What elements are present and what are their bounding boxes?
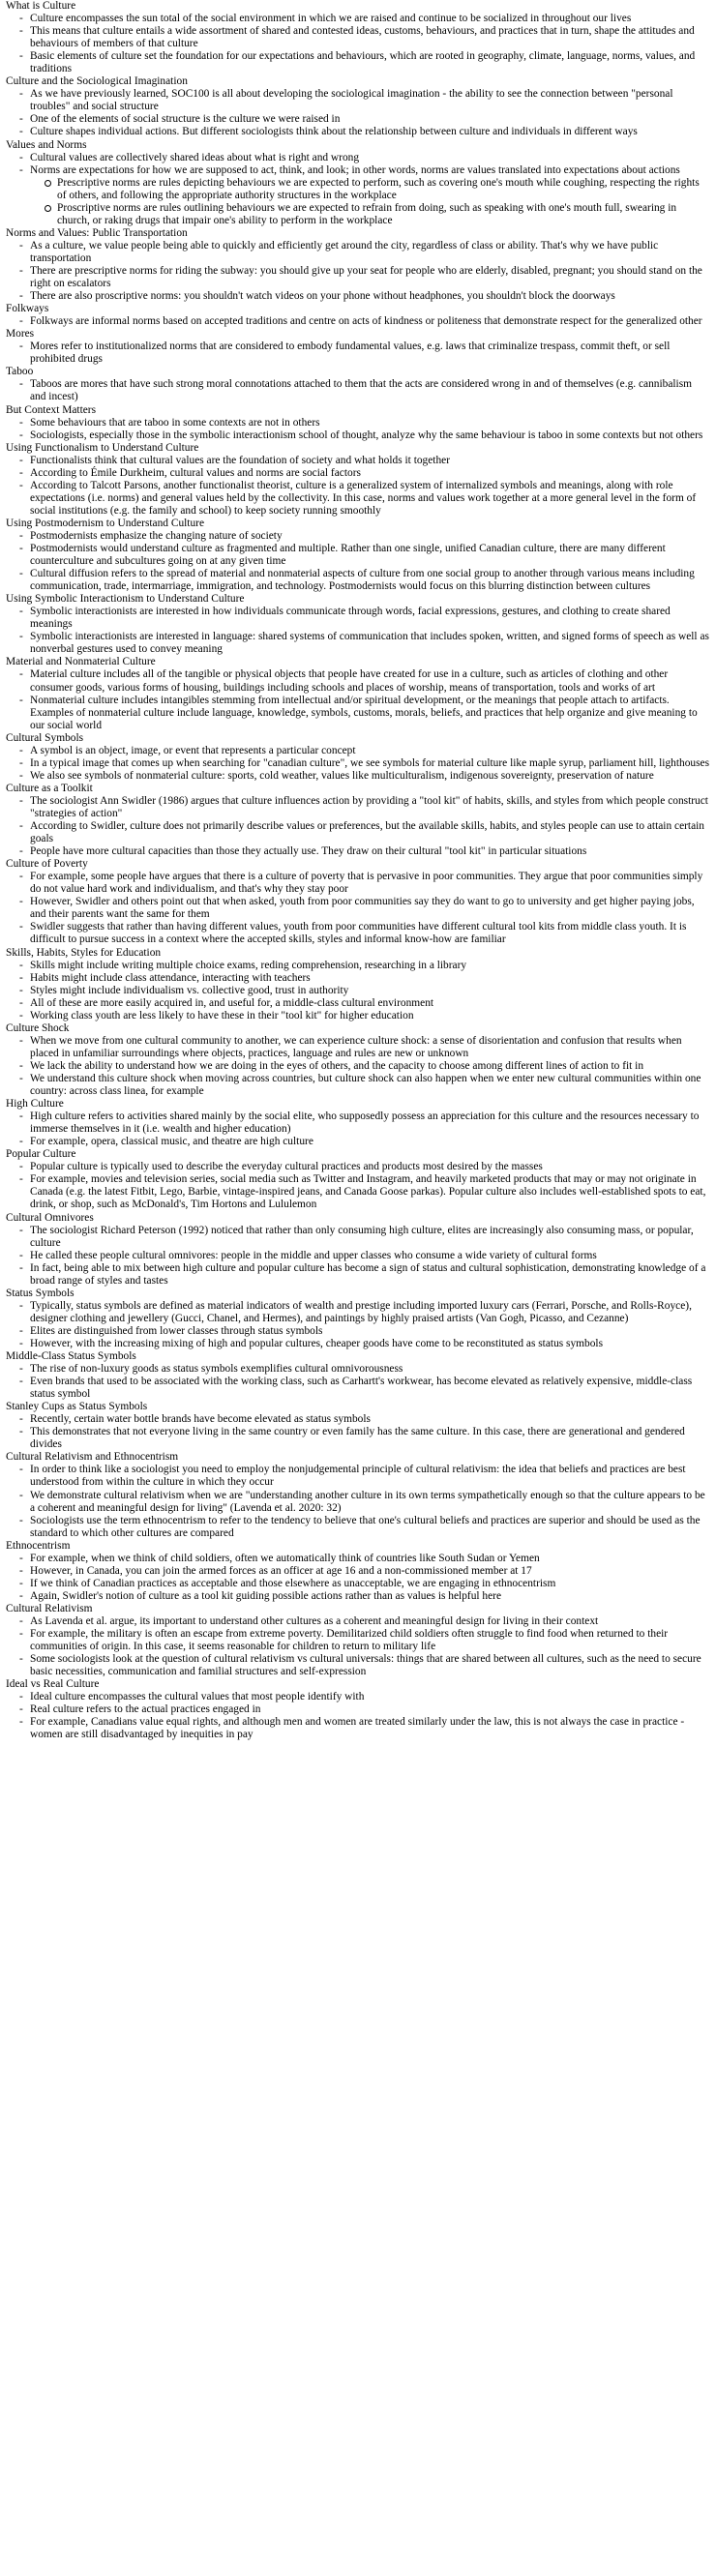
section-cultural-symbols <box>6 732 710 783</box>
bullet-item: - Functionalists think that cultural values are the foundation of society and what holds it together <box>6 455 710 467</box>
section-heading: Culture of Poverty <box>6 858 88 871</box>
bullet-list <box>6 606 710 656</box>
section-stanley-cups-as-status-symbols <box>6 1401 710 1451</box>
bullet-list <box>6 88 710 138</box>
section-heading: Cultural Symbols <box>6 731 84 744</box>
bullet-item: - Recently, certain water bottle brands have become elevated as status symbols <box>6 1413 710 1426</box>
bullet-item: - Some behaviours that are taboo in some contexts are not in others <box>6 417 710 429</box>
section-heading: Mores <box>6 328 35 341</box>
bullet-item: - When we move from one cultural community to another, we can experience culture shock: a sense of disorientation and confusion that results when placed in unfamiliar surroundings where objects, practices, language and rules are new or unknown <box>6 1035 710 1060</box>
bullet-item: - Typically, status symbols are defined as material indicators of wealth and prestige including imported luxury cars (Ferrari, Porsche, and Rolls-Royce), designer clothing and jewellery (Gucci, Chanel, and Hermes), and paintings by highly praised artists (Van Gogh, Picasso, and Cezanne) <box>6 1300 710 1325</box>
section-heading: High Culture <box>6 1098 64 1110</box>
section-middle-class-status-symbols <box>6 1350 710 1401</box>
section-values-and-norms <box>6 139 710 227</box>
section-heading: Middle-Class Status Symbols <box>6 1350 136 1363</box>
section-heading: Ethnocentrism <box>6 1539 71 1552</box>
section-taboo <box>6 366 710 403</box>
section-using-functionalism-to-understand-culture <box>6 442 710 518</box>
bullet-item: - Norms are expectations for how we are supposed to act, think, and look; in other words, norms are values translated into expectations about actions <box>6 164 710 177</box>
section-heading: Folkways <box>6 303 49 315</box>
section-heading: Cultural Omnivores <box>6 1211 94 1224</box>
bullet-item: - In a typical image that comes up when searching for "canadian culture", we see symbols for material culture like maple syrup, parliament hill, lighthouses <box>6 757 710 770</box>
bullet-item: - Postmodernists emphasize the changing nature of society <box>6 530 710 543</box>
section-using-postmodernism-to-understand-culture <box>6 518 710 593</box>
bullet-list <box>6 1035 710 1098</box>
bullet-list <box>6 13 710 75</box>
bullet-item: - Nonmaterial culture includes intangibles stemming from intellectual and/or spiritual development, or the meanings that people attach to artifacts. Examples of nonmaterial culture include language, knowledge, symbols, customs, morals, beliefs, and practices that help organize and give meaning to our social world <box>6 695 710 732</box>
section-heading: Norms and Values: Public Transportation <box>6 226 188 239</box>
bullet-item: - Cultural values are collectively shared ideas about what is right and wrong <box>6 152 710 164</box>
bullet-item: - This means that culture entails a wide assortment of shared and contested ideas, customs, behaviours, and practices that in turn, shape the attitudes and behaviours of members of that culture <box>6 25 710 50</box>
bullet-item: - Culture shapes individual actions. But different sociologists think about the relationship between culture and individuals in different ways <box>6 126 710 138</box>
bullet-item: - Swidler suggests that rather than having different values, youth from poor communities have different cultural tool kits from middle class youth. It is difficult to pursue success in a context where the accepted skills, styles and informal know-how are familiar <box>6 921 710 946</box>
bullet-item: - The sociologist Richard Peterson (1992) noticed that rather than only consuming high culture, elites are increasingly also consuming mass, or popular, culture <box>6 1225 710 1250</box>
section-culture-shock <box>6 1022 710 1098</box>
section-material-and-nonmaterial-culture <box>6 656 710 731</box>
bullet-item: - According to Talcott Parsons, another functionalist theorist, culture is a generalized system of internalized symbols and meanings, along with role expectations (i.e. norms) and general values held by the collectivity. In this case, norms and values work together at a more general level in the form of social institutions (e.g. the family and school) to keep society running smoothly <box>6 480 710 518</box>
section-culture-as-a-toolkit <box>6 783 710 858</box>
bullet-item: - The rise of non-luxury goods as status symbols exemplifies cultural omnivorousness <box>6 1363 710 1376</box>
section-heading: Status Symbols <box>6 1287 75 1299</box>
section-heading: Skills, Habits, Styles for Education <box>6 946 162 959</box>
bullet-list <box>6 1464 710 1539</box>
sub-bullet-list <box>6 177 710 227</box>
section-high-culture <box>6 1098 710 1148</box>
bullet-item: - Habits might include class attendance, interacting with teachers <box>6 972 710 985</box>
bullet-item: - We also see symbols of nonmaterial culture: sports, cold weather, values like multiculturalism, indigenous sovereignty, preservation of nature <box>6 770 710 783</box>
bullet-item: - Again, Swidler's notion of culture as a tool kit guiding possible actions rather than as values is helpful here <box>6 1590 710 1603</box>
bullet-item: - Mores refer to institutionalized norms that are considered to embody fundamental values, e.g. laws that criminalize trespass, commit theft, or sell prohibited drugs <box>6 341 710 366</box>
bullet-item: - As a culture, we value people being able to quickly and efficiently get around the city, regardless of class or ability. That's why we have public transportation <box>6 240 710 265</box>
bullet-list <box>6 1225 710 1288</box>
bullet-item: - Material culture includes all of the tangible or physical objects that people have created for use in a culture, such as articles of clothing and other consumer goods, various forms of housing, buildings including schools and places of worship, means of transportation, tools and works of art <box>6 668 710 694</box>
section-but-context-matters <box>6 404 710 442</box>
bullet-list <box>6 1300 710 1350</box>
bullet-item: - The sociologist Ann Swidler (1986) argues that culture influences action by providing a "tool kit" of habits, skills, and styles from which people construct "strategies of action" <box>6 795 710 820</box>
section-using-symbolic-interactionism-to-understand-culture <box>6 593 710 656</box>
bullet-list <box>6 1615 710 1678</box>
bullet-item: - A symbol is an object, image, or event that represents a particular concept <box>6 745 710 757</box>
bullet-item: - Skills might include writing multiple choice exams, reding comprehension, researching in a library <box>6 960 710 972</box>
section-what-is-culture <box>6 0 710 75</box>
bullet-list <box>6 1413 710 1451</box>
bullet-list <box>6 668 710 731</box>
section-heading: Using Functionalism to Understand Culture <box>6 441 199 454</box>
section-culture-and-the-sociological-imagination <box>6 75 710 138</box>
section-heading: Cultural Relativism <box>6 1602 93 1614</box>
bullet-item: - For example, when we think of child soldiers, often we automatically think of countries like South Sudan or Yemen <box>6 1553 710 1565</box>
bullet-item: - In fact, being able to mix between high culture and popular culture has become a sign of status and cultural sophistication, demonstrating knowledge of a broad range of styles and tastes <box>6 1262 710 1288</box>
bullet-item: - For example, opera, classical music, and theatre are high culture <box>6 1136 710 1148</box>
section-heading: Values and Norms <box>6 138 87 151</box>
section-heading: Culture as a Toolkit <box>6 782 93 794</box>
bullet-item: - For example, movies and television series, social media such as Twitter and Instagram, and heavily marketed products that may or may not originate in Canada (e.g. the latest Fitbit, Lego, Barbie, vintage-inspired jeans, and Canada Goose parkas). Popular culture also includes well-established spots to eat, drink, or shop, such as McDonald's, Tim Hortons and Lululemon <box>6 1173 710 1211</box>
bullet-item: - All of these are more easily acquired in, and useful for, a middle-class cultural environment <box>6 997 710 1010</box>
section-heading: Using Postmodernism to Understand Culture <box>6 517 205 529</box>
section-cultural-omnivores <box>6 1212 710 1288</box>
section-heading: Material and Nonmaterial Culture <box>6 656 156 668</box>
section-heading: What is Culture <box>6 0 76 12</box>
bullet-list <box>6 455 710 518</box>
bullet-item: - According to Swidler, culture does not primarily describe values or preferences, but the available skills, habits, and styles people can use to attain certain goals <box>6 820 710 845</box>
bullet-item: - One of the elements of social structure is the culture we were raised in <box>6 113 710 126</box>
bullet-item: - For example, Canadians value equal rights, and although men and women are treated similarly under the law, this is not always the case in practice - women are still disadvantaged by inequities in pay <box>6 1716 710 1741</box>
bullet-item: - He called these people cultural omnivores: people in the middle and upper classes who consume a wide variety of cultural forms <box>6 1250 710 1262</box>
bullet-list <box>6 960 710 1022</box>
bullet-item: - For example, the military is often an escape from extreme poverty. Demilitarized child soldiers often struggle to find food when returned to their communities of origin. In this case, it seems reasonable for children to return to military life <box>6 1628 710 1653</box>
bullet-item: - Basic elements of culture set the foundation for our expectations and behaviours, which are rooted in geography, climate, language, norms, values, and traditions <box>6 50 710 75</box>
section-status-symbols <box>6 1288 710 1350</box>
bullet-list <box>6 871 710 946</box>
section-culture-of-poverty <box>6 858 710 946</box>
bullet-item: - For example, some people have argues that there is a culture of poverty that is pervasive in poor communities. They argue that poor communities simply do not value hard work and individualism, and that's why they stay poor <box>6 871 710 896</box>
section-skills-habits-styles-for-education <box>6 947 710 1022</box>
bullet-item: - Sociologists use the term ethnocentrism to refer to the tendency to believe that one's cultural beliefs and practices are superior and should be used as the standard to which other cultures are compared <box>6 1515 710 1540</box>
bullet-list <box>6 1553 710 1603</box>
bullet-list <box>6 1161 710 1211</box>
bullet-list <box>6 417 710 442</box>
section-ideal-vs-real-culture <box>6 1678 710 1741</box>
section-mores <box>6 328 710 366</box>
bullet-item: - There are also proscriptive norms: you shouldn't watch videos on your phone without headphones, you shouldn't block the doorways <box>6 290 710 303</box>
section-heading: Cultural Relativism and Ethnocentrism <box>6 1451 179 1464</box>
section-ethnocentrism <box>6 1540 710 1603</box>
bullet-item: - We lack the ability to understand how we are doing in the eyes of others, and the capacity to choose among different lines of action to fit in <box>6 1060 710 1073</box>
section-norms-and-values-public-transportation <box>6 227 710 303</box>
bullet-item: - However, in Canada, you can join the armed forces as an officer at age 16 and a non-commissioned member at 17 <box>6 1565 710 1578</box>
section-popular-culture <box>6 1148 710 1211</box>
bullet-item: - Cultural diffusion refers to the spread of material and nonmaterial aspects of culture from one social group to another through various means including communication, trade, intermarriage, immigration, and technology. Postmodernists would focus on this blurring distinction between cultures <box>6 568 710 593</box>
bullet-item: - We understand this culture shock when moving across countries, but culture shock can also happen when we enter new cultural communities within one country: across class linea, for example <box>6 1073 710 1098</box>
bullet-list <box>6 1363 710 1401</box>
bullet-item: - Culture encompasses the sun total of the social environment in which we are raised and continue to be socialized in throughout our lives <box>6 13 710 25</box>
bullet-item: - According to Émile Durkheim, cultural values and norms are social factors <box>6 467 710 480</box>
bullet-list <box>6 530 710 593</box>
bullet-item: - Elites are distinguished from lower classes through status symbols <box>6 1325 710 1338</box>
bullet-item: - Symbolic interactionists are interested in how individuals communicate through words, facial expressions, gestures, and clothing to create shared meanings <box>6 606 710 631</box>
sub-bullet-item: Prescriptive norms are rules depicting behaviours we are expected to perform, such as covering one's mouth while coughing, respecting the rights of others, and following the appropriate authority structures in the workplace <box>6 177 710 202</box>
section-heading: Popular Culture <box>6 1148 76 1161</box>
section-heading: Ideal vs Real Culture <box>6 1678 100 1691</box>
bullet-item: - As Lavenda et al. argue, its important to understand other cultures as a coherent and meaningful design for living in their context <box>6 1615 710 1628</box>
bullet-list <box>6 795 710 858</box>
bullet-list <box>6 378 710 403</box>
section-heading: Culture and the Sociological Imagination <box>6 75 188 88</box>
bullet-item: - Styles might include individualism vs. collective good, trust in authority <box>6 985 710 997</box>
bullet-item: - Even brands that used to be associated with the working class, such as Carhartt's workwear, has become elevated as relatively expensive, middle-class status symbol <box>6 1376 710 1401</box>
bullet-item: - People have more cultural capacities than those they actually use. They draw on their cultural "tool kit" in particular situations <box>6 845 710 858</box>
bullet-list <box>6 1691 710 1741</box>
section-heading: Using Symbolic Interactionism to Understand Culture <box>6 593 245 606</box>
bullet-item: - If we think of Canadian practices as acceptable and those elsewhere as unacceptable, we are engaging in ethnocentrism <box>6 1578 710 1590</box>
section-folkways <box>6 303 710 328</box>
section-cultural-relativism <box>6 1603 710 1678</box>
bullet-item: - However, with the increasing mixing of high and popular cultures, cheaper goods have come to be reconstituted as status symbols <box>6 1338 710 1350</box>
bullet-item: - This demonstrates that not everyone living in the same country or even family has the same culture. In this case, there are generational and gendered divides <box>6 1426 710 1451</box>
bullet-list <box>6 341 710 366</box>
bullet-item: - Symbolic interactionists are interested in language: shared systems of communication that includes spoken, written, and signed forms of speech as well as nonverbal gestures used to convey meaning <box>6 631 710 656</box>
bullet-item: - Real culture refers to the actual practices engaged in <box>6 1703 710 1716</box>
bullet-item: - We demonstrate cultural relativism when we are "understanding another culture in its own terms sympathetically enough so that the culture appears to be a coherent and meaningful design for living" (Lavenda et al. 2020: 32) <box>6 1490 710 1515</box>
bullet-item: - Working class youth are less likely to have these in their "tool kit" for higher education <box>6 1010 710 1022</box>
section-cultural-relativism-and-ethnocentrism <box>6 1451 710 1539</box>
bullet-item: - Sociologists, especially those in the symbolic interactionism school of thought, analyze why the same behaviour is taboo in some contexts but not others <box>6 429 710 442</box>
bullet-item: - Popular culture is typically used to describe the everyday cultural practices and products most desired by the masses <box>6 1161 710 1173</box>
bullet-item: - There are prescriptive norms for riding the subway: you should give up your seat for people who are elderly, disabled, pregnant; you should stand on the right on escalators <box>6 265 710 290</box>
bullet-item: - High culture refers to activities shared mainly by the social elite, who supposedly possess an appreciation for this culture and the resources necessary to immerse themselves in it (i.e. wealth and higher education) <box>6 1110 710 1136</box>
bullet-item: - Folkways are informal norms based on accepted traditions and centre on acts of kindness or politeness that demonstrate respect for the generalized other <box>6 315 710 328</box>
bullet-item: - Postmodernists would understand culture as fragmented and multiple. Rather than one single, unified Canadian culture, there are many different counterculture and subcultures going on at any given time <box>6 543 710 568</box>
sub-bullet-item: Proscriptive norms are rules outlining behaviours we are expected to refrain from doing, such as speaking with one's mouth full, swearing in church, or raking drugs that impair one's ability to perform in the workplace <box>6 202 710 227</box>
bullet-list <box>6 240 710 303</box>
bullet-list <box>6 315 710 328</box>
section-heading: But Context Matters <box>6 403 97 416</box>
bullet-item: - As we have previously learned, SOC100 is all about developing the sociological imagination - the ability to see the connection between "personal troubles" and social structure <box>6 88 710 113</box>
section-heading: Culture Shock <box>6 1022 70 1034</box>
bullet-item: - However, Swidler and others point out that when asked, youth from poor communities say they do want to go to university and get higher paying jobs, and their parents want the same for them <box>6 896 710 921</box>
bullet-item: - In order to think like a sociologist you need to employ the nonjudgemental principle of cultural relativism: the idea that beliefs and practices are best understood from within the culture in which they occur <box>6 1464 710 1489</box>
section-heading: Stanley Cups as Status Symbols <box>6 1401 148 1413</box>
bullet-item: - Taboos are mores that have such strong moral connotations attached to them that the acts are considered wrong in and of themselves (e.g. cannibalism and incest) <box>6 378 710 403</box>
bullet-list <box>6 745 710 783</box>
bullet-item: - Ideal culture encompasses the cultural values that most people identify with <box>6 1691 710 1703</box>
bullet-list <box>6 1110 710 1148</box>
bullet-item: - Some sociologists look at the question of cultural relativism vs cultural universals: things that are shared between all cultures, such as the need to secure basic necessities, communication and familial structures and self-expression <box>6 1653 710 1678</box>
section-heading: Taboo <box>6 366 34 378</box>
bullet-list <box>6 152 710 177</box>
